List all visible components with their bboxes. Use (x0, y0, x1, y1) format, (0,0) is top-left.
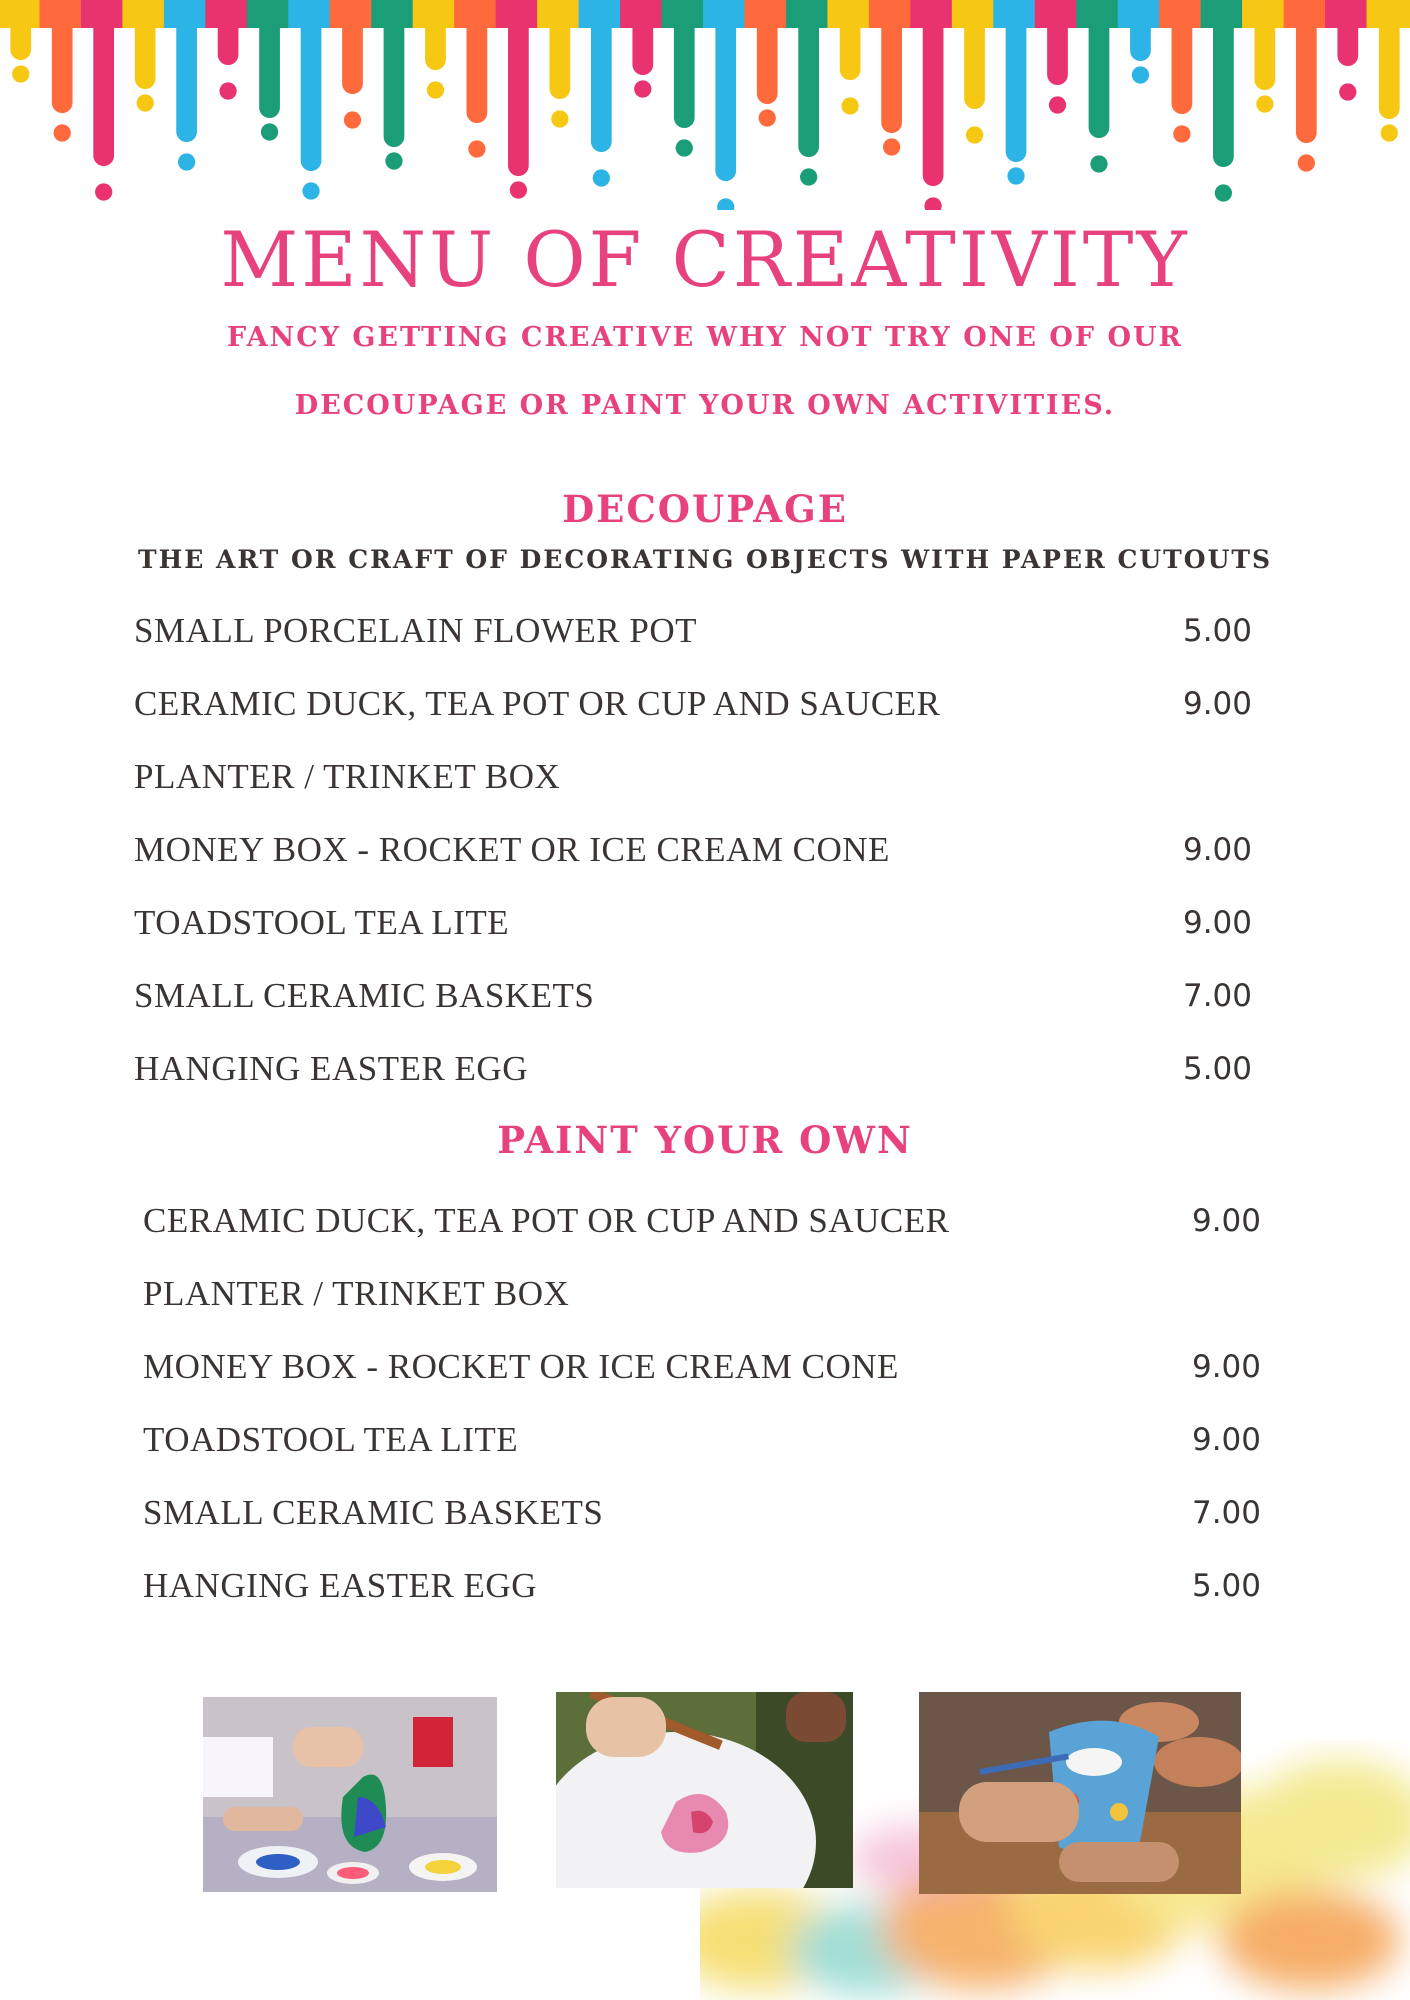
paint-drip (1006, 0, 1027, 162)
menu-item-row (0, 903, 1410, 976)
paint-drip (1254, 0, 1275, 90)
item-name: MONEY BOX - ROCKET OR ICE CREAM CONE (143, 1347, 899, 1386)
paint-drop (1215, 184, 1232, 201)
paint-drip (176, 0, 197, 142)
paint-drop (634, 80, 651, 97)
paint-drop (551, 110, 568, 127)
paint-drip (591, 0, 612, 152)
menu-item-row (0, 1347, 1410, 1420)
paint-drop (261, 123, 278, 140)
paint-drop (1298, 154, 1315, 171)
menu-item-row (0, 1274, 1410, 1347)
item-name: PLANTER / TRINKET BOX (134, 757, 561, 796)
paint-drop (883, 138, 900, 155)
paint-drop (427, 81, 444, 98)
decoupage-heading: DECOUPAGE (562, 487, 848, 531)
paint-drip (384, 0, 405, 147)
paint-drop (1381, 124, 1398, 141)
photo-painting-flower-pot (919, 1692, 1241, 1894)
menu-item-row (0, 1493, 1410, 1566)
menu-item-row (0, 757, 1410, 830)
paint-drip (52, 0, 73, 113)
paint-drip (1213, 0, 1234, 167)
paint-drip (632, 0, 653, 75)
paint-drip (93, 0, 114, 166)
paint-drop (219, 82, 236, 99)
paint-drop (54, 124, 71, 141)
paint-drip (10, 0, 31, 60)
menu-item-row (0, 830, 1410, 903)
paint-drip (674, 0, 695, 128)
paint-drip (798, 0, 819, 157)
paint-drip (259, 0, 280, 118)
paint-drip (508, 0, 529, 176)
paint-drop (593, 169, 610, 186)
item-price: 9.00 (1191, 1203, 1261, 1239)
paint-drop (676, 139, 693, 156)
paint-drip (342, 0, 363, 94)
menu-item-row (0, 684, 1410, 757)
menu-item-row (0, 1420, 1410, 1493)
photo-painting-vase (556, 1692, 853, 1888)
decoupage-description: THE ART OR CRAFT OF DECORATING OBJECTS WITH PAPER CUTOUTS (137, 545, 1273, 574)
paint-drip (923, 0, 944, 186)
decoupage-menu-list (0, 611, 1410, 1122)
paint-drip (1172, 0, 1193, 114)
paint-drop (178, 153, 195, 170)
paint-drip (1337, 0, 1358, 66)
item-name: SMALL CERAMIC BASKETS (134, 976, 595, 1015)
paint-drop (302, 182, 319, 199)
paint-drip (218, 0, 239, 65)
item-name: SMALL CERAMIC BASKETS (143, 1493, 604, 1532)
paint-drop (1339, 83, 1356, 100)
paint-drop (1049, 96, 1066, 113)
item-price: 5.00 (1182, 1051, 1252, 1087)
item-price: 9.00 (1182, 832, 1252, 868)
intro-line-2: DECOUPAGE OR PAINT YOUR OWN ACTIVITIES. (294, 390, 1116, 421)
paint-drip (301, 0, 322, 171)
item-name: PLANTER / TRINKET BOX (143, 1274, 570, 1313)
paint-drop (385, 152, 402, 169)
menu-item-row (0, 1201, 1410, 1274)
item-name: CERAMIC DUCK, TEA POT OR CUP AND SAUCER (143, 1201, 950, 1240)
paint-drop (1090, 155, 1107, 172)
paint-drop (842, 97, 859, 114)
paint-drop (510, 181, 527, 198)
item-price: 9.00 (1182, 686, 1252, 722)
paint-drop (344, 111, 361, 128)
paint-drip (1089, 0, 1110, 138)
paint-drip (881, 0, 902, 133)
paint-drip (467, 0, 488, 123)
item-name-price: 5.00 (1191, 1568, 1261, 1604)
item-name: CERAMIC DUCK, TEA POT OR CUP AND SAUCER (134, 684, 941, 723)
paint-drip (1130, 0, 1151, 61)
item-name: TOADSTOOL TEA LITE (134, 903, 510, 942)
paint-drip (1379, 0, 1400, 119)
paint-drop (1007, 167, 1024, 184)
paint-drip (135, 0, 156, 89)
paint-drop (12, 65, 29, 82)
paint-drip (425, 0, 446, 70)
paint-drip (549, 0, 570, 99)
paint-drop (800, 168, 817, 185)
paint-drip (1047, 0, 1068, 85)
paint-drop (759, 109, 776, 126)
paint-drip (840, 0, 861, 80)
paint-drop (717, 198, 734, 210)
item-price: 9.00 (1182, 905, 1252, 941)
item-name: TOADSTOOL TEA LITE (143, 1420, 519, 1459)
item-price: 9.00 (1191, 1349, 1261, 1385)
paint-drop (966, 126, 983, 143)
menu-item-row (0, 1049, 1410, 1122)
menu-item-row (0, 1566, 1410, 1639)
item-price: 7.00 (1191, 1495, 1261, 1531)
paint-drip (757, 0, 778, 104)
item-name: HANGING EASTER EGG (143, 1566, 537, 1605)
menu-item-row (0, 611, 1410, 684)
paint-drop (137, 94, 154, 111)
paint-your-own-heading: PAINT YOUR OWN (497, 1118, 913, 1162)
paint-drip (715, 0, 736, 181)
paint-drop (1173, 125, 1190, 142)
item-name: HANGING EASTER EGG (134, 1049, 528, 1088)
item-price: 7.00 (1182, 978, 1252, 1014)
paint-drop (924, 197, 941, 210)
paint-drop (468, 140, 485, 157)
item-name: SMALL PORCELAIN FLOWER POT (134, 611, 697, 650)
paint-drop (95, 183, 112, 200)
item-name: MONEY BOX - ROCKET OR ICE CREAM CONE (134, 830, 890, 869)
intro-line-1: FANCY GETTING CREATIVE WHY NOT TRY ONE OF OUR (227, 322, 1183, 353)
paint-your-own-menu-list (0, 1201, 1410, 1639)
paint-drop (1256, 95, 1273, 112)
paint-drop (1132, 66, 1149, 83)
item-price: 9.00 (1191, 1422, 1261, 1458)
item-price: 5.00 (1182, 613, 1252, 649)
page-title: MENU OF CREATIVITY (220, 215, 1190, 304)
menu-item-row (0, 976, 1410, 1049)
paint-drip (964, 0, 985, 109)
paint-drips-border (0, 0, 1410, 210)
paint-drip (1296, 0, 1317, 143)
photo-children-painting (203, 1697, 497, 1892)
